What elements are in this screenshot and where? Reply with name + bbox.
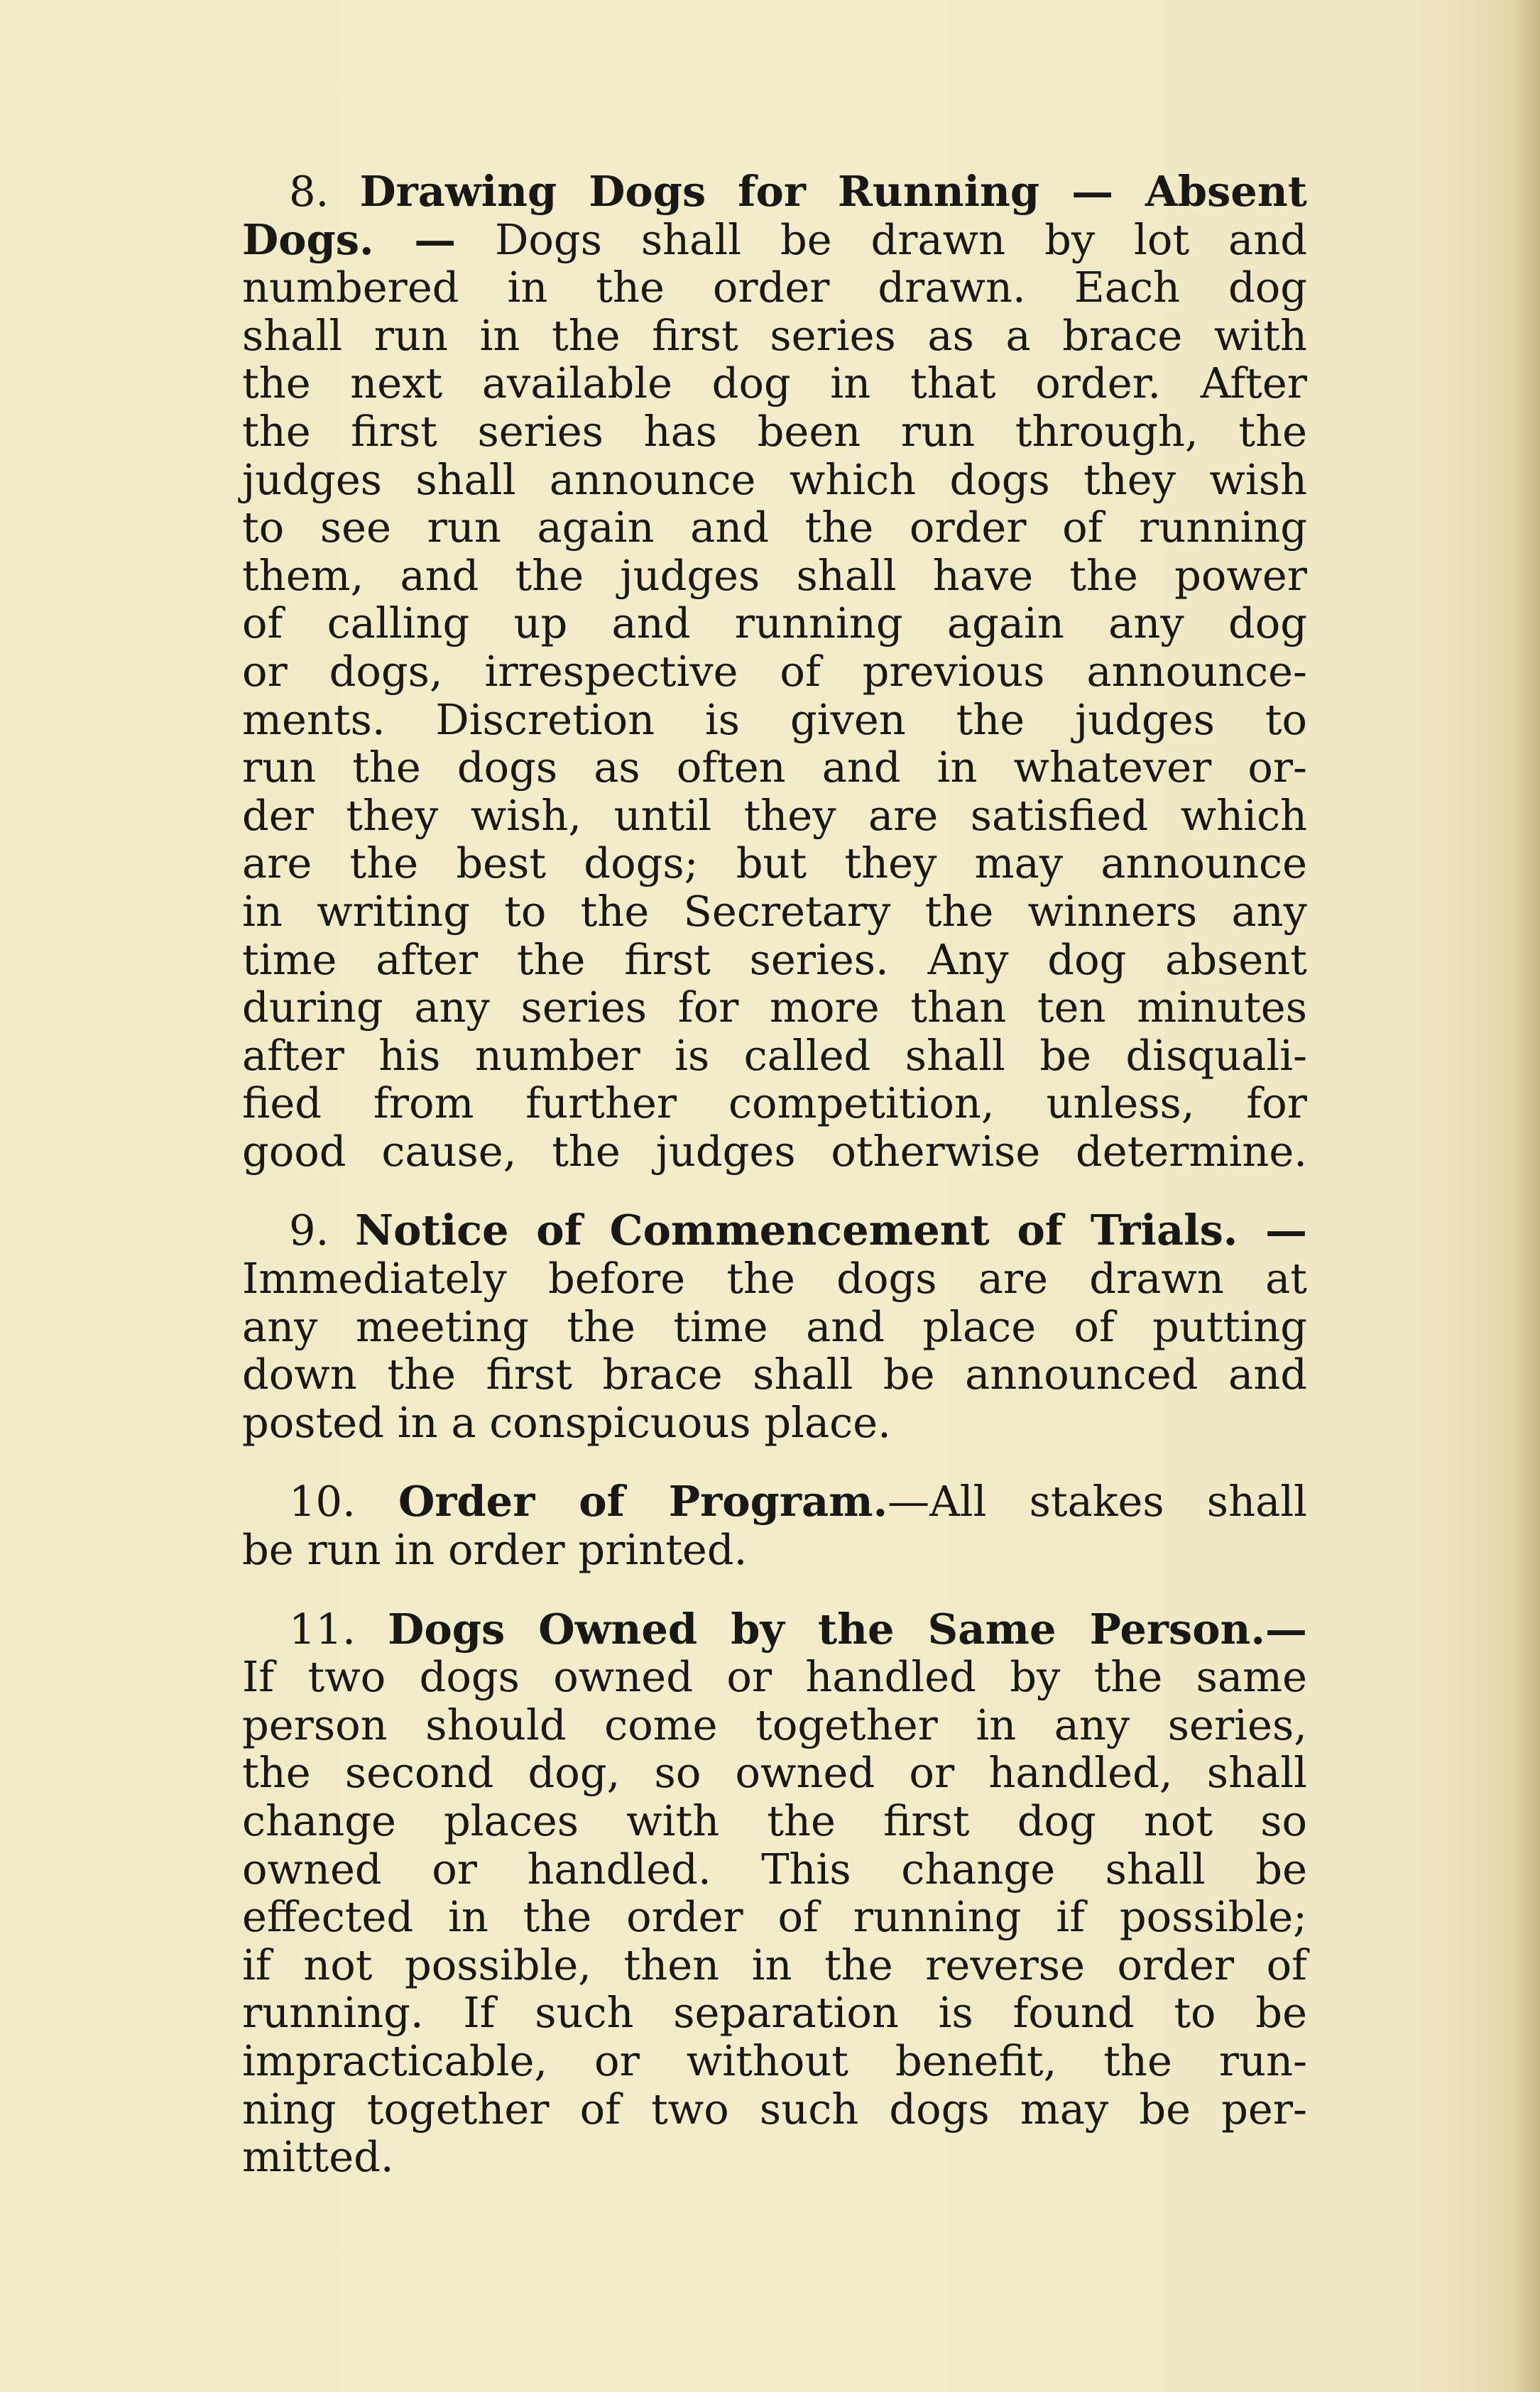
rules-text [242,168,1307,2181]
rule-section-11 [242,1605,1307,2181]
section-10-heading-line [242,1478,1307,1526]
text-line: any meeting the time and place of putting [242,1301,1307,1351]
text-line: the second dog, so owned or handled, shall [242,1748,1307,1798]
rule-section-9 [242,1206,1307,1446]
text-line: ments. Discretion is given the judges to [242,694,1307,744]
section-number: 8. [289,167,329,216]
text-line: person should come together in any series, [242,1700,1307,1749]
section-title: Notice of Commencement of Trials. — [355,1206,1307,1255]
text-line: If two dogs owned or handled by the same [242,1652,1307,1702]
text-line: judges shall announce which dogs they wish [242,454,1307,504]
section-title: Order of Program. [398,1477,888,1527]
section-number: 10. [289,1477,356,1527]
text-line: run the dogs as often and in whatever or- [242,743,1307,792]
text-line: numbered in the order drawn. Each dog [242,263,1307,312]
section-gap [242,1574,1307,1605]
rule-section-10 [242,1478,1307,1573]
text-line: ning together of two such dogs may be per- [242,2084,1307,2134]
text-line: Dogs shall be drawn by lot and [456,214,1307,264]
text-line: in writing to the Secretary the winners any [242,886,1307,936]
section-title-cont: Dogs. — [242,214,457,264]
page-edge-shadow [1516,0,1540,2392]
text-line: owned or handled. This change shall be [242,1844,1307,1894]
section-title: Drawing Dogs for Running — Absent [359,167,1307,216]
text-line: der they wish, until they are satisfied which [242,790,1307,840]
section-11-heading-line [242,1605,1307,1654]
text-line: after his number is called shall be disquali- [242,1030,1307,1080]
text-line: if not possible, then in the reverse order of [242,1940,1307,1989]
text-line: them, and the judges shall have the power [242,550,1307,600]
section-8-heading-cont [242,216,1307,264]
text-line-last: good cause, the judges otherwise determine. [242,1126,1307,1176]
text-line: impracticable, or without benefit, the run- [242,2036,1307,2085]
text-line: down the first brace shall be announced and [242,1350,1307,1399]
rule-section-8 [242,168,1307,1175]
section-gap [242,1175,1307,1206]
section-9-heading-line [242,1206,1307,1255]
section-number: 9. [289,1206,329,1255]
text-line: or dogs, irrespective of previous announce- [242,646,1307,696]
text-line: the first series has been run through, the [242,406,1307,456]
text-line: time after the first series. Any dog absent [242,934,1307,984]
text-line: of calling up and running again any dog [242,599,1307,648]
section-8-heading-line [242,168,1307,216]
text-line: Immediately before the dogs are drawn at [242,1254,1307,1304]
text-line: to see run again and the order of running [242,503,1307,552]
text-line: change places with the first dog not so [242,1796,1307,1845]
section-gap [242,1446,1307,1478]
text-line: running. If such separation is found to be [242,1988,1307,2038]
text-line: are the best dogs; but they may announce [242,839,1307,888]
text-line: fied from further competition, unless, for [242,1078,1307,1128]
text-line: shall run in the first series as a brace with [242,310,1307,360]
section-title: Dogs Owned by the Same Person.— [388,1604,1307,1654]
text-line-last: posted in a conspicuous place. [242,1397,891,1447]
text-line-last: mitted. [242,2132,394,2182]
text-line-last: be run in order printed. [242,1525,748,1575]
text-line: during any series for more than ten minutes [242,983,1307,1032]
text-line: effected in the order of running if possible; [242,1892,1307,1942]
text-line: the next available dog in that order. After [242,359,1307,408]
text-line: —All stakes shall [888,1477,1307,1527]
section-number: 11. [289,1604,356,1654]
